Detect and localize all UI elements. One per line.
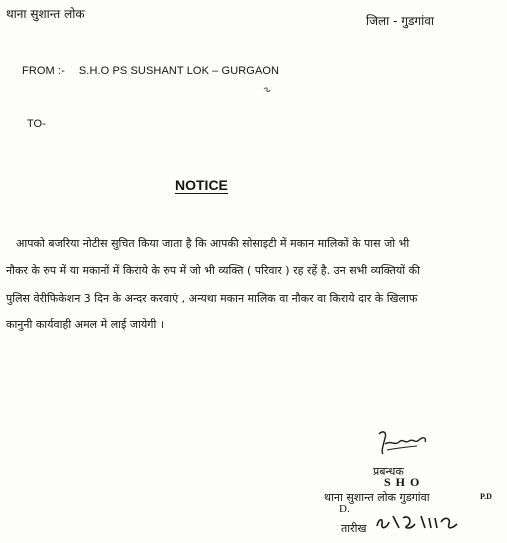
- handwritten-date-icon: [373, 510, 463, 534]
- stamp-d-label: D.: [339, 503, 350, 515]
- from-value: S.H.O PS SUSHANT LOK – GURGAON: [78, 65, 280, 77]
- date-label: तारीख: [341, 522, 367, 535]
- from-line: [22, 65, 293, 77]
- stamp-suffix: P.D: [480, 492, 492, 501]
- from-label: FROM :-: [22, 65, 65, 77]
- notice-line: पुलिस वेरीफिकेशन 3 दिन के अन्दर करवाएं , अन्यथा मकान मालिक वा नौकर वा किराये दार के खिलाफ: [6, 292, 418, 305]
- police-station-header: थाना सुशान्त लोक: [6, 7, 85, 21]
- pen-mark-icon: [262, 86, 272, 96]
- to-label: TO-: [27, 118, 46, 130]
- station-stamp: थाना सुशान्त लोक गुडगांवा: [324, 491, 430, 504]
- district-header: जिला - गुडगांवा: [366, 14, 435, 28]
- notice-line: नौकर के रुप में या मकानों में किराये के रुप में जो भी व्यक्ति ( परिवार ) रह रहें है. उन सभी व्यक्तियों की: [6, 264, 420, 277]
- designation-label: प्रबन्धक: [373, 465, 404, 478]
- signature-icon: [373, 428, 433, 468]
- notice-title: NOTICE: [175, 177, 228, 193]
- sho-stamp-title: S H O: [384, 475, 421, 489]
- notice-line: कानुनी कार्यवाही अमल मे लाई जायेगी ।: [6, 318, 164, 331]
- notice-line: आपको बजरिया नोटीस सुचित किया जाता है कि आपकी सोसाइटी में मकान मालिकों के पास जो भी: [16, 237, 410, 250]
